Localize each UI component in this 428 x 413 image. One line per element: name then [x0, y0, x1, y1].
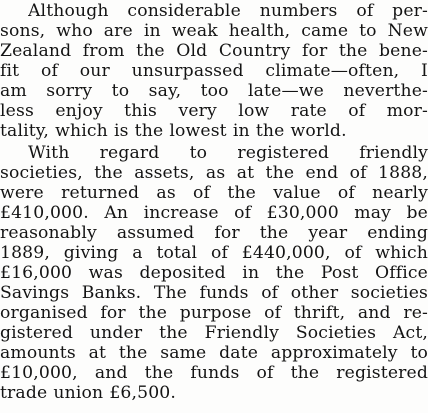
- article-line: less enjoy this very low rate of mor-: [0, 101, 428, 121]
- article-line: trade union £6,500.: [0, 383, 176, 403]
- article-line: 1889, giving a total of £440,000, of which: [0, 243, 428, 263]
- article-line: Although considerable numbers of per-: [28, 1, 428, 21]
- article-line: Savings Banks. The funds of other societies: [0, 283, 428, 303]
- article-line: £10,000, and the funds of the registered: [0, 363, 428, 383]
- article-line: were returned as of the value of nearly: [0, 183, 428, 203]
- article-line: amounts at the same date approximately to: [0, 343, 428, 363]
- article-line: £16,000 was deposited in the Post Office: [0, 263, 428, 283]
- article-line: Zealand from the Old Country for the bene-: [0, 41, 428, 61]
- article-line: sons, who are in weak health, came to New: [0, 21, 428, 41]
- article-line: organised for the purpose of thrift, and re-: [0, 303, 428, 323]
- article-line: am sorry to say, too late—we neverthe-: [0, 81, 428, 101]
- article-line: societies, the assets, as at the end of 1888,: [0, 163, 428, 183]
- article-line: gistered under the Friendly Societies Act,: [0, 323, 428, 343]
- article-line: fit of our unsurpassed climate—often, I: [0, 61, 428, 81]
- article-line: tality, which is the lowest in the world.: [0, 121, 347, 141]
- article-line: reasonably assumed for the year ending: [0, 223, 428, 243]
- article-line: £410,000. An increase of £30,000 may be: [0, 203, 428, 223]
- article-line: With regard to registered friendly: [28, 143, 428, 163]
